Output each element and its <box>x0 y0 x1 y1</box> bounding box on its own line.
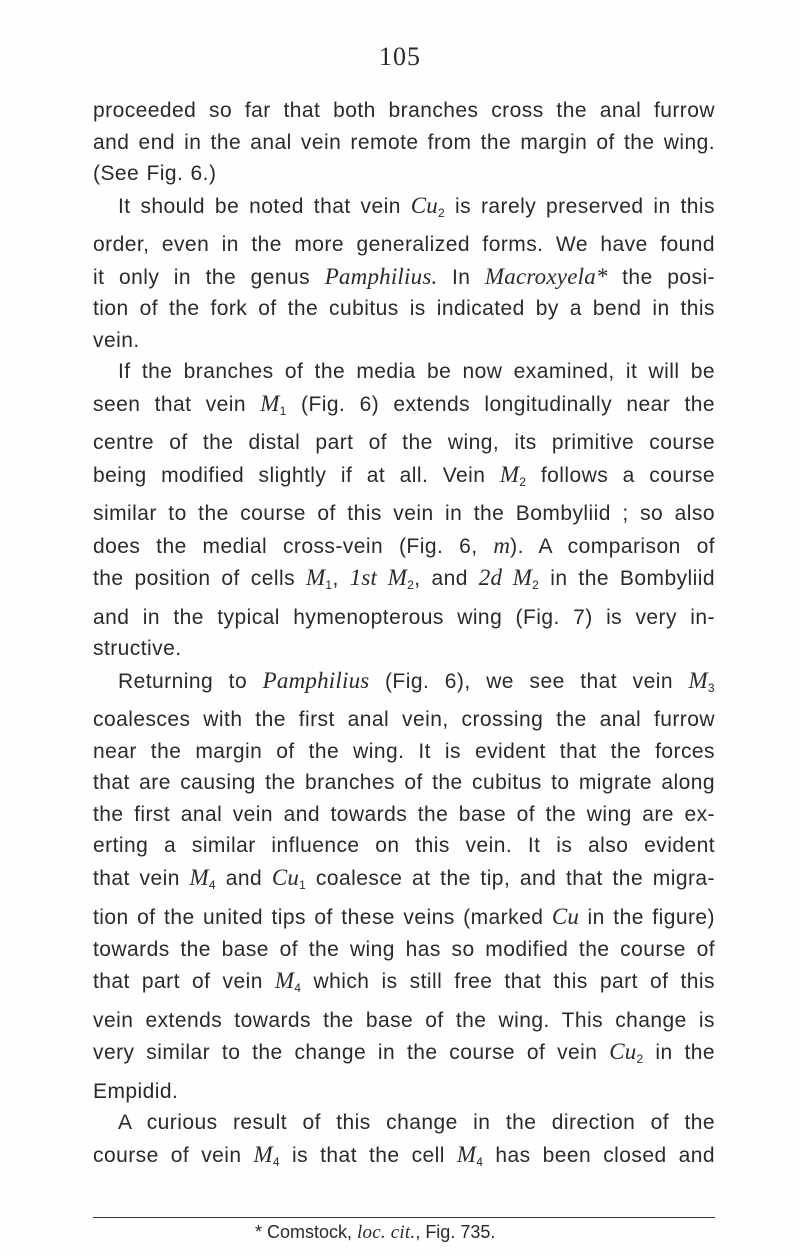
text-line <box>93 1139 715 1179</box>
subscript: 4 <box>476 1154 484 1169</box>
italic-term: 1st M <box>349 565 408 590</box>
text-run: centre of the distal part of the wing, its primitive course <box>93 431 715 454</box>
subscript: 2 <box>437 205 446 220</box>
italic-term: M <box>274 968 295 993</box>
text-run: follows a course <box>526 463 715 487</box>
text-line <box>93 767 715 799</box>
text-run: proceeded so far that both branches cross the anal furrow <box>93 99 715 122</box>
text-run: and <box>216 866 272 890</box>
text-run: coalesces with the first anal vein, crossing the anal furrow <box>93 708 715 731</box>
text-run: Empidid. <box>93 1079 179 1103</box>
text-line <box>93 459 715 499</box>
text-run: and in the typical hymenopterous wing (Fig. 7) is very in- <box>93 605 715 629</box>
subscript: 2 <box>519 474 527 489</box>
text-line <box>93 901 715 934</box>
text-run: in the Bombyliid <box>539 567 715 590</box>
italic-term: Pamphilius <box>262 667 370 693</box>
text-run: seen that vein <box>93 392 261 416</box>
page-number: 105 <box>379 42 421 71</box>
italic-term: Macroxyela* <box>484 263 608 289</box>
text-run: (Fig. 6), we see that vein <box>369 669 689 693</box>
text-run: towards the base of the wing has so modified the course of <box>93 937 715 961</box>
italic-term: M <box>688 667 708 693</box>
text-run: Returning to <box>118 669 263 693</box>
footnote-marker: * <box>255 1222 263 1242</box>
text-line <box>93 562 715 602</box>
text-line <box>93 190 715 230</box>
italic-term: M <box>456 1141 477 1167</box>
subscript: 4 <box>294 981 302 995</box>
text-run: is that the cell <box>280 1143 457 1167</box>
italic-term: 2d M <box>478 565 533 590</box>
text-line <box>93 530 715 563</box>
subscript: 4 <box>208 877 217 892</box>
footnote-reference: loc. cit. <box>357 1222 416 1243</box>
text-run: order, even in the more generalized forms. We have found <box>93 233 715 256</box>
text-run: tion of the fork of the cubitus is indicated by a bend in this <box>93 297 715 320</box>
text-run: vein. <box>93 328 140 352</box>
italic-term: M <box>189 864 209 890</box>
text-run: it only in the genus <box>93 265 325 289</box>
footnote <box>255 1222 495 1244</box>
italic-term: Cu <box>271 864 300 890</box>
text-run: ). A comparison of <box>510 534 715 558</box>
footnote-figure: , Fig. 735. <box>415 1222 496 1242</box>
text-line <box>93 388 715 428</box>
text-run: erting a similar influence on this vein. It is also evident <box>93 834 715 857</box>
italic-term: M <box>305 565 326 590</box>
text-line <box>93 95 715 127</box>
text-line <box>93 1076 715 1108</box>
footnote-author: Comstock, <box>262 1222 358 1242</box>
italic-term: Cu <box>410 192 438 218</box>
text-line <box>93 427 715 459</box>
text-line <box>93 665 715 705</box>
text-run: is rarely preserved in this <box>445 194 715 218</box>
body-text <box>93 95 715 1178</box>
text-run: the position of cells <box>93 567 306 590</box>
text-run: that part of vein <box>93 970 275 993</box>
text-run: being modified slightly if at all. Vein <box>93 463 500 487</box>
text-line <box>93 498 715 530</box>
text-run: , and <box>414 567 479 590</box>
subscript: 1 <box>299 877 307 892</box>
text-line <box>93 704 715 736</box>
text-line <box>93 293 715 325</box>
text-run: structive. <box>93 637 182 660</box>
text-run: the first anal vein and towards the base of the wing are ex- <box>93 802 715 826</box>
text-line <box>93 356 715 388</box>
text-run: that vein <box>93 866 190 890</box>
text-line <box>93 325 715 357</box>
text-run: If the branches of the media be now examined, it will be <box>118 360 715 383</box>
text-line <box>93 127 715 159</box>
subscript: 1 <box>279 403 287 418</box>
italic-term: Cu <box>609 1039 637 1064</box>
text-run: coalesce at the tip, and that the migra- <box>306 866 715 890</box>
text-run: does the medial cross-vein (Fig. 6, <box>93 534 494 558</box>
text-run: It should be noted that vein <box>118 194 411 218</box>
text-line <box>93 736 715 768</box>
text-line <box>93 602 715 634</box>
text-run: , <box>332 567 350 590</box>
italic-term: M <box>499 461 520 487</box>
italic-term: M <box>260 390 280 416</box>
text-line <box>93 1036 715 1076</box>
text-line <box>93 1005 715 1037</box>
subscript: 2 <box>636 1052 644 1066</box>
subscript: 3 <box>707 680 716 695</box>
text-run: and end in the anal vein remote from the margin of the wing. <box>93 130 715 154</box>
text-run: near the margin of the wing. It is evident that the forces <box>93 739 715 763</box>
subscript: 2 <box>407 578 415 592</box>
text-run: vein extends towards the base of the wing. This change is <box>93 1008 715 1032</box>
italic-term: M <box>253 1141 273 1167</box>
text-run: course of vein <box>93 1143 254 1167</box>
italic-term: m <box>493 532 511 558</box>
text-line <box>93 830 715 862</box>
subscript: 4 <box>272 1154 281 1169</box>
text-line <box>93 965 715 1005</box>
text-run: has been closed and <box>483 1143 716 1167</box>
text-run: In <box>437 265 485 289</box>
text-run: very similar to the change in the course of vein <box>93 1041 610 1064</box>
text-line <box>93 1107 715 1139</box>
text-line <box>93 934 715 966</box>
subscript: 1 <box>325 578 333 592</box>
text-run: which is still free that this part of this <box>301 970 715 993</box>
subscript: 2 <box>532 578 540 592</box>
text-run: in the figure) <box>579 906 715 929</box>
text-line <box>93 862 715 902</box>
text-run: in the <box>643 1041 715 1064</box>
text-run: A curious result of this change in the direction of the <box>118 1111 715 1134</box>
text-run: the posi- <box>607 265 715 289</box>
footnote-rule <box>93 1217 715 1218</box>
text-run: (Fig. 6) extends longitudinally near the <box>286 392 715 416</box>
text-run: tion of the united tips of these veins (marked <box>93 906 552 929</box>
text-run: similar to the course of this vein in the Bombyliid ; so also <box>93 502 715 525</box>
italic-term: Pamphilius. <box>324 263 438 289</box>
text-run: (See Fig. 6.) <box>93 162 217 185</box>
text-line <box>93 158 715 190</box>
italic-term: Cu <box>551 904 580 929</box>
text-line <box>93 799 715 831</box>
text-line <box>93 261 715 294</box>
text-line <box>93 229 715 261</box>
text-line <box>93 633 715 665</box>
text-run: that are causing the branches of the cubitus to migrate along <box>93 771 715 794</box>
